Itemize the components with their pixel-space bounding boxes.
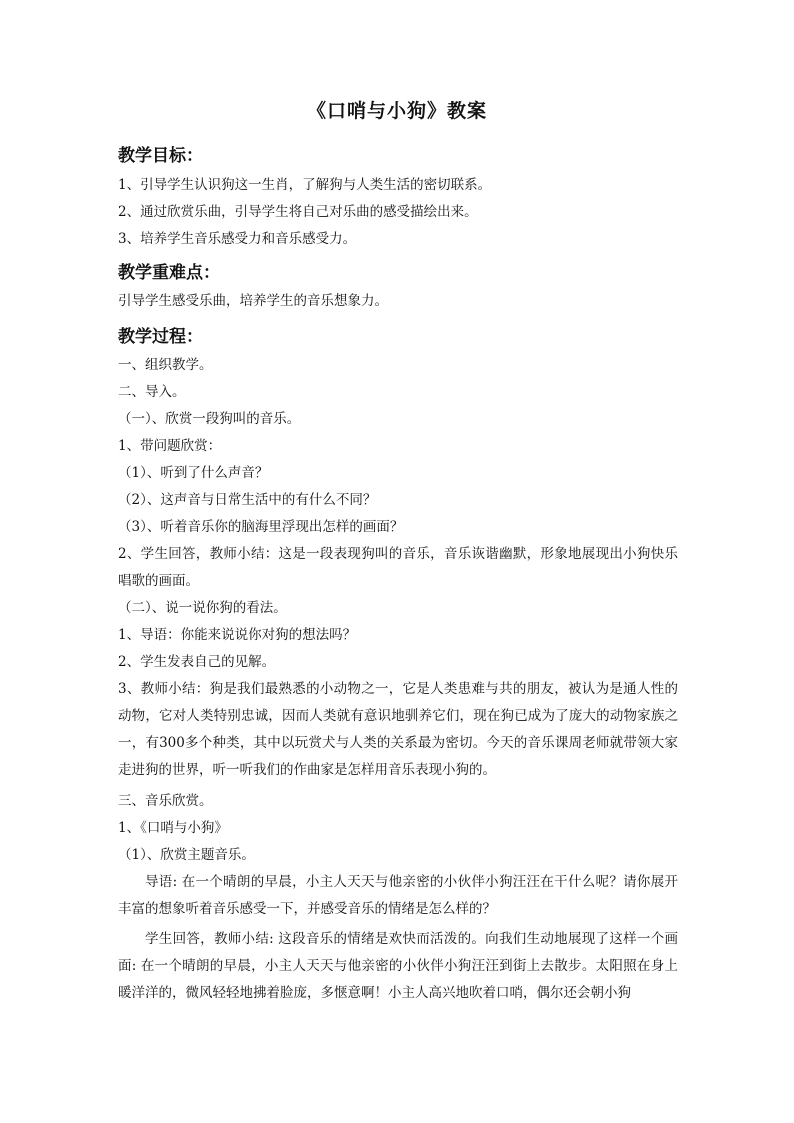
process-line: （3）、听着音乐你的脑海里浮现出怎样的画面？ — [118, 519, 404, 535]
process-line: （2）、这声音与日常生活中的有什么不同？ — [118, 492, 377, 508]
goal-item-2: 2、通过欣赏乐曲，引导学生将自己对乐曲的感受描绘出来。 — [118, 204, 478, 220]
summary-paragraph-2: 3、教师小结：狗是我们最熟悉的小动物之一，它是人类患难与共的朋友，被认为是通人性的动物，它对人类特别忠诚，因而人类就有意识地驯养它们，现在狗已成为了庞大的动物家族之一，有300多个种类，其中以玩赏犬与人类的关系最为密切。今天的音乐课周老师就带领大家走进狗的世界，听一听我们的作曲家是怎样用音乐表现小狗的。 — [118, 681, 678, 778]
process-line: 2、学生发表自己的见解。 — [118, 654, 276, 670]
intro-paragraph: 导语: 在一个晴朗的早晨，小主人天天与他亲密的小伙伴小狗汪汪在干什么呢？请你展开丰富的想象听着音乐感受一下，并感受音乐的情绪是怎么样的？ — [118, 874, 678, 917]
process-line: （1）、听到了什么声音？ — [118, 465, 269, 481]
process-line: 三、音乐欣赏。 — [118, 793, 213, 809]
goal-item-1: 1、引导学生认识狗这一生肖，了解狗与人类生活的密切联系。 — [118, 177, 492, 193]
process-line: （1）、欣赏主题音乐。 — [118, 847, 255, 863]
process-line: 1、导语：你能来说说你对狗的想法吗？ — [118, 627, 357, 643]
heading-teaching-goals: 教学目标： — [118, 146, 203, 166]
heading-key-points: 教学重难点： — [118, 263, 220, 283]
key-points-text: 引导学生感受乐曲，培养学生的音乐想象力。 — [118, 293, 388, 309]
process-line: 1、《口哨与小狗》 — [118, 820, 228, 836]
goal-item-3: 3、培养学生音乐感受力和音乐感受力。 — [118, 231, 357, 247]
page-title: 《口哨与小狗》教案 — [306, 100, 487, 122]
heading-teaching-process: 教学过程： — [118, 327, 203, 347]
process-line: 1、带问题欣赏： — [118, 438, 222, 454]
process-line: （一）、欣赏一段狗叫的音乐。 — [118, 411, 301, 427]
process-line: （二）、说一说你狗的看法。 — [118, 600, 287, 616]
answer-paragraph: 学生回答，教师小结: 这段音乐的情绪是欢快而活泼的。向我们生动地展现了这样一个画面: 在一个晴朗的早晨，小主人天天与他亲密的小伙伴小狗汪汪到街上去散步。太阳照在身上暖洋洋的，微风轻轻地拂着脸庞，多惬意啊！小主人高兴地吹着口哨，偶尔还会朝小狗 — [118, 931, 678, 1001]
process-line: 二、导入。 — [118, 384, 186, 400]
process-line: 一、组织教学。 — [118, 357, 213, 373]
summary-paragraph-1: 2、学生回答，教师小结：这是一段表现狗叫的音乐，音乐诙谐幽默，形象地展现出小狗快乐唱歌的画面。 — [118, 546, 678, 589]
